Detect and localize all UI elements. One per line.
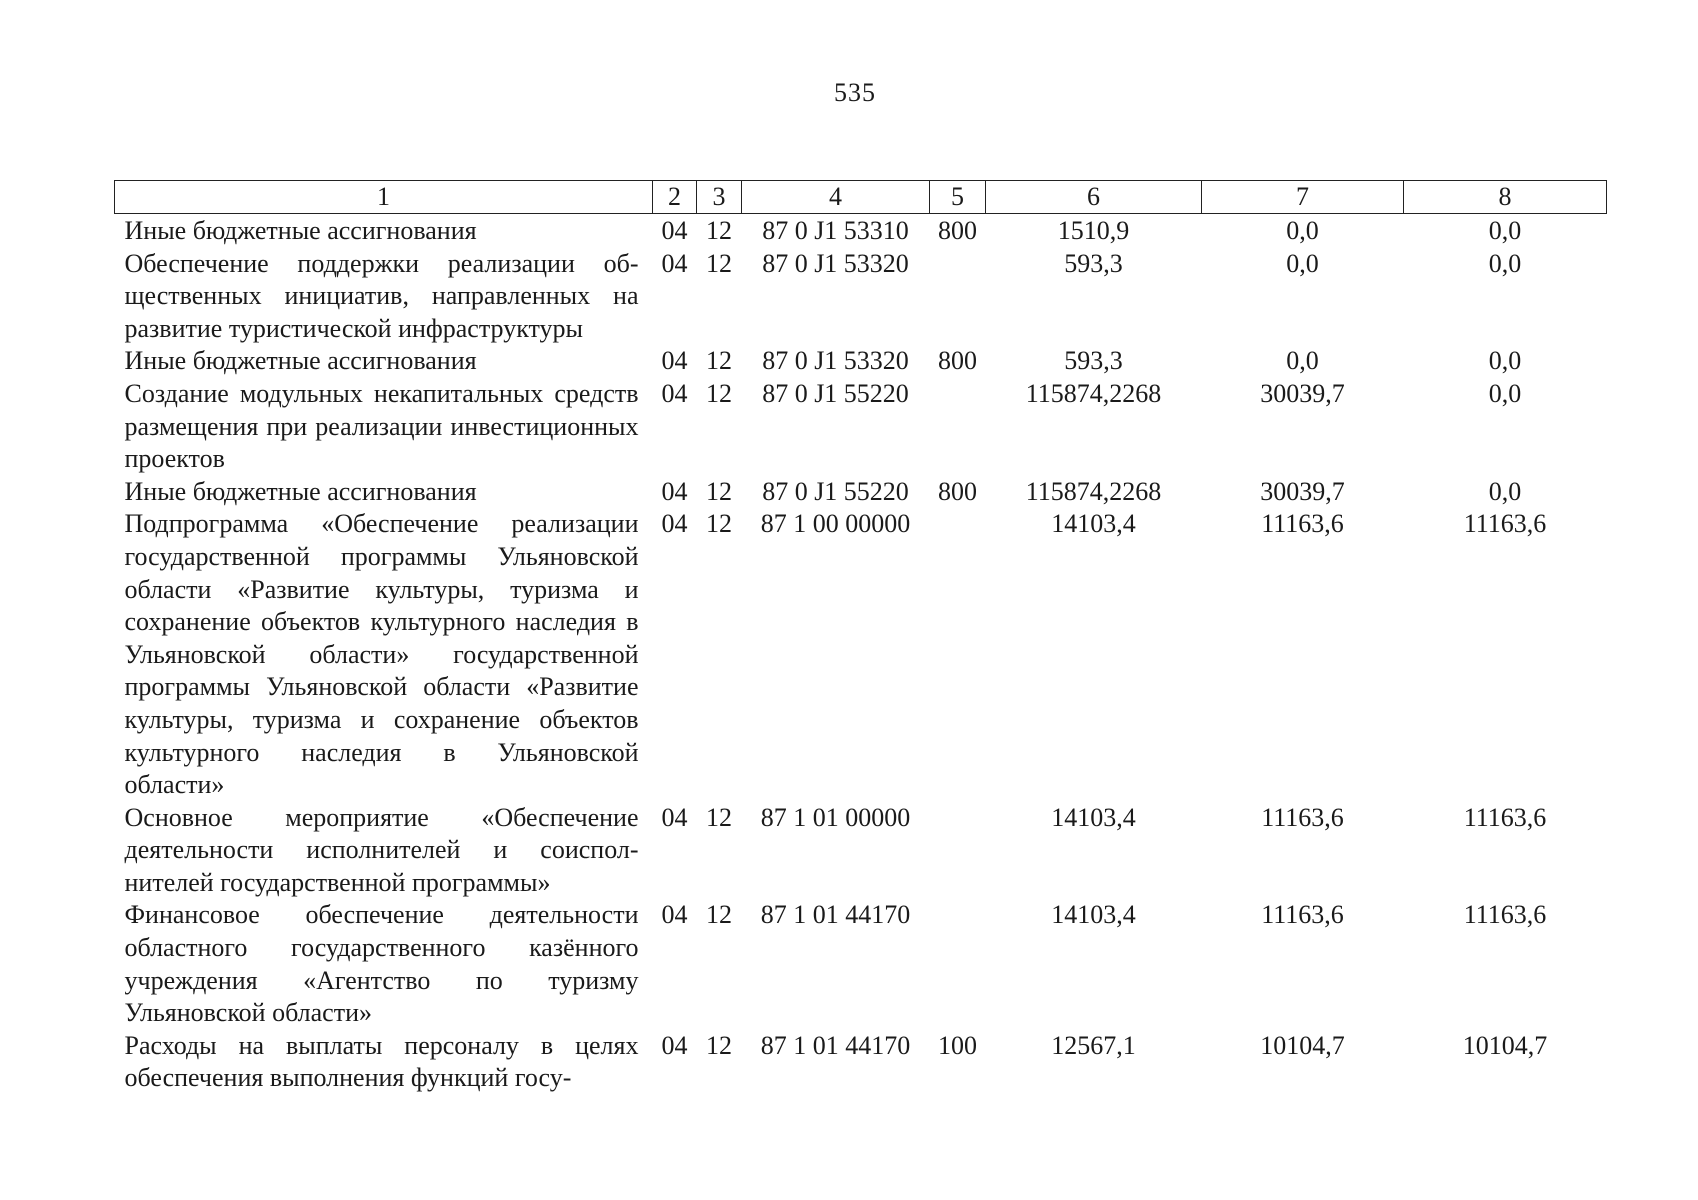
row-target-code: 87 0 J1 53320 [762,248,909,278]
row-section: 04 [661,346,688,376]
row-expense-type: 800 [938,476,977,506]
row-name: Обеспечение поддержки реализации общественных инициатив, направленных на развитие туристической инфраструктуры [124,248,639,343]
row-name: Создание модульных некапитальных средств размещения при реализации инвестиционных проектов [124,378,639,474]
budget-table [114,180,1607,1095]
table-row [115,508,1607,801]
row-value-6: 1510,9 [1057,216,1130,245]
row-name: Финансовое обеспечение деятельности областного государственного казённого учреждения «Агентство по туризму Ульяновской области» [124,900,639,1028]
row-target-code: 87 0 J1 53320 [762,346,909,376]
row-value-8: 11163,6 [1463,900,1547,930]
row-value-8: 0,0 [1488,476,1522,506]
page-number: 535 [834,78,876,107]
row-target-code: 87 0 J1 53310 [762,216,909,245]
col-header-4: 4 [742,181,930,214]
row-subsection: 12 [706,900,732,930]
row-value-8: 0,0 [1488,378,1522,408]
row-value-7: 0,0 [1286,216,1319,245]
row-section: 04 [661,216,688,245]
row-target-code: 87 1 01 44170 [760,900,911,930]
row-value-7: 11163,6 [1261,509,1344,539]
row-value-6: 115874,2268 [1025,378,1162,408]
table-row [115,1030,1607,1095]
row-target-code: 87 1 00 00000 [760,509,911,539]
row-section: 04 [661,509,688,539]
row-name: Расходы на выплаты персоналу в целях обеспечения выполнения функций госу- [124,1030,639,1093]
row-name: Иные бюджетные ассигнования [124,476,477,506]
row-value-7: 11163,6 [1261,802,1344,832]
col-header-7: 7 [1202,181,1404,214]
row-value-7: 0,0 [1286,248,1319,278]
row-value-8: 0,0 [1488,346,1522,376]
row-subsection: 12 [706,1030,732,1060]
row-subsection: 12 [706,509,732,539]
row-expense-type: 100 [938,1030,977,1060]
row-value-6: 14103,4 [1051,900,1136,930]
row-value-6: 12567,1 [1051,1030,1136,1060]
row-expense-type [930,378,986,476]
row-target-code: 87 0 J1 55220 [762,476,909,506]
table-row [115,214,1607,248]
row-section: 04 [661,1030,688,1060]
row-value-6: 14103,4 [1051,509,1136,539]
row-expense-type: 800 [938,216,977,245]
table-row [115,899,1607,1029]
row-name: Подпрограмма «Обеспечение реализации государственной программы Ульяновской области «Развитие культуры, туризма и сохранение объектов культурного наследия в Ульяновской области» государственной программы Ульяновской области «Развитие культуры, туризма и сохранение объектов культурного наследия в Ульяновской области» [124,509,639,800]
table-row [115,802,1607,900]
row-expense-type [930,899,986,1029]
row-value-6: 14103,4 [1051,802,1136,832]
table-row [115,378,1607,476]
row-target-code: 87 1 01 00000 [760,802,911,832]
col-header-1: 1 [115,181,653,214]
row-target-code: 87 0 J1 55220 [762,378,909,408]
row-section: 04 [661,900,688,930]
row-value-7: 11163,6 [1261,900,1344,930]
row-subsection: 12 [706,248,732,278]
col-header-2: 2 [653,181,697,214]
header-row [115,181,1607,214]
col-header-8: 8 [1404,181,1607,214]
row-value-7: 30039,7 [1260,476,1345,506]
row-expense-type [930,802,986,900]
table-row [115,345,1607,378]
row-target-code: 87 1 01 44170 [760,1030,911,1060]
col-header-3: 3 [697,181,742,214]
row-name: Иные бюджетные ассигнования [124,216,477,245]
col-header-6: 6 [986,181,1202,214]
row-value-8: 0,0 [1488,216,1522,245]
row-subsection: 12 [706,216,732,245]
table-row [115,476,1607,509]
row-section: 04 [661,802,688,832]
row-value-7: 10104,7 [1260,1030,1345,1060]
row-value-8: 0,0 [1488,248,1522,278]
table-row [115,248,1607,346]
col-header-5: 5 [930,181,986,214]
row-value-6: 593,3 [1064,248,1123,278]
row-expense-type [930,508,986,801]
row-value-7: 0,0 [1286,346,1319,376]
row-value-6: 593,3 [1064,346,1123,376]
row-name: Основное мероприятие «Обеспечение деятельности исполнителей и соисполнителей государственной программы» [124,802,639,897]
row-expense-type [930,248,986,346]
row-value-7: 30039,7 [1260,378,1345,408]
row-subsection: 12 [706,802,732,832]
row-section: 04 [661,378,688,408]
row-subsection: 12 [706,346,732,376]
row-section: 04 [661,476,688,506]
row-name: Иные бюджетные ассигнования [124,346,477,376]
row-subsection: 12 [706,378,732,408]
row-section: 04 [661,248,688,278]
row-expense-type: 800 [938,346,977,376]
row-subsection: 12 [706,476,732,506]
row-value-8: 11163,6 [1463,509,1547,539]
row-value-8: 11163,6 [1463,802,1547,832]
row-value-8: 10104,7 [1462,1030,1548,1060]
row-value-6: 115874,2268 [1025,476,1162,506]
